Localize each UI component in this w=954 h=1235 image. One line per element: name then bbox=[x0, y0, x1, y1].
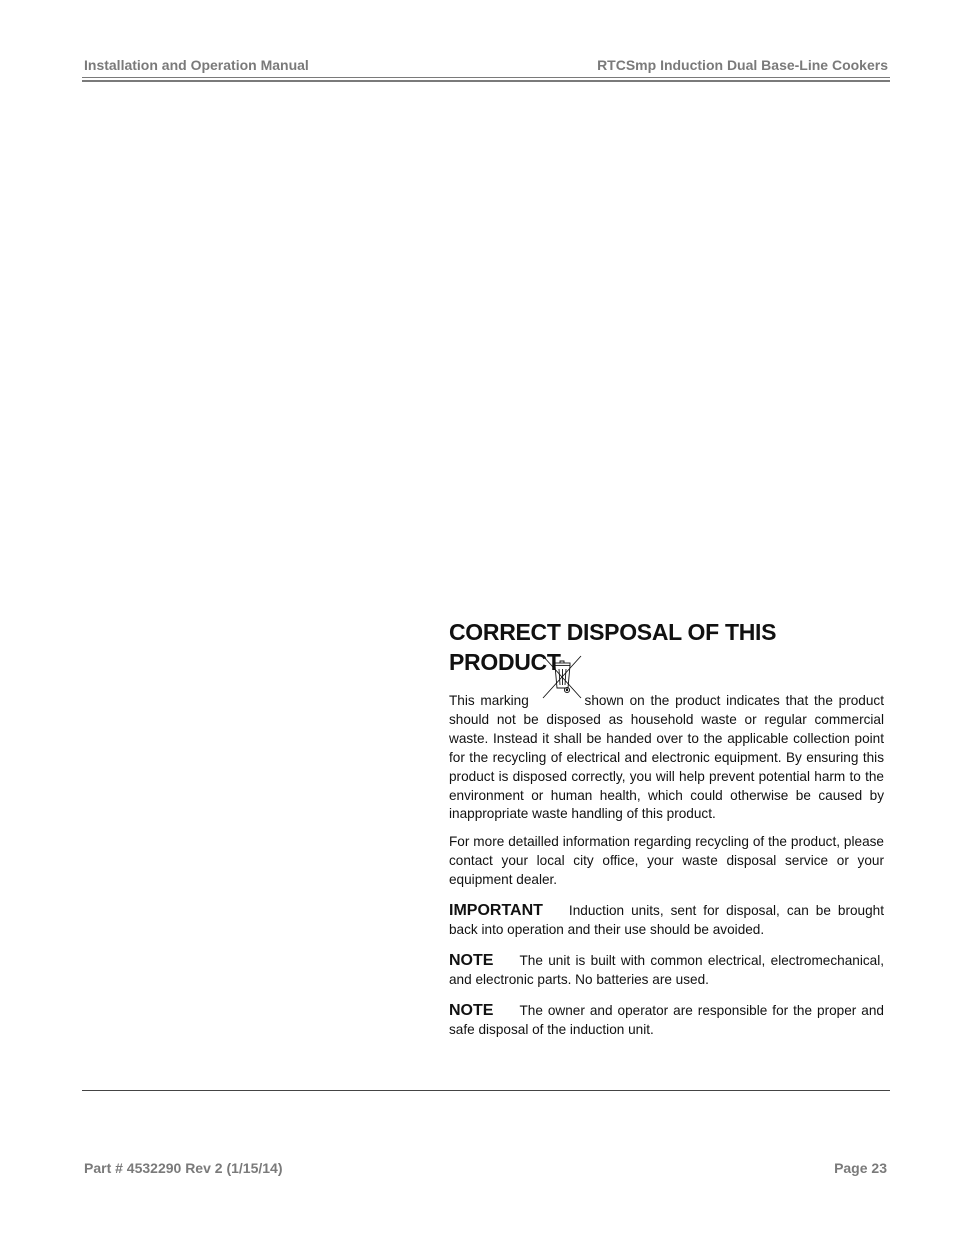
intro-text-after-icon: shown on the product indicates that the product should not be disposed as household waste or regular commercial waste. Instead it shall be handed over to the applicable collection point for the recycling of electrical and electronic equipment. By ensuring this product is disposed correctly, you will help prevent potential harm to the environment or human health, which could otherwise be caused by inappropriate waste handling of this product. bbox=[449, 693, 884, 822]
intro-text-before-icon: This marking bbox=[449, 693, 529, 708]
section-title: CORRECT DISPOSAL OF THIS PRODUCT bbox=[449, 619, 777, 675]
footer-divider bbox=[82, 1090, 890, 1091]
note-label: NOTE bbox=[449, 951, 494, 969]
footer-page-number: Page 23 bbox=[834, 1160, 887, 1176]
important-note bbox=[449, 902, 884, 940]
note-parts bbox=[449, 952, 884, 990]
important-text: Induction units, sent for disposal, can be brought back into operation and their use should be avoided. bbox=[449, 903, 884, 937]
header-divider-thick bbox=[82, 80, 890, 82]
header-manual-title: Installation and Operation Manual bbox=[84, 57, 309, 73]
more-info-paragraph: For more detailled information regarding recycling of the product, please contact your local city office, your waste disposal service or your equipment dealer. bbox=[449, 834, 884, 888]
header-product-name: RTCSmp Induction Dual Base-Line Cookers bbox=[597, 57, 888, 73]
crossed-out-wheelie-bin-icon bbox=[541, 654, 583, 700]
weee-icon-slot bbox=[535, 687, 585, 705]
page-header bbox=[84, 57, 888, 77]
disposal-intro-paragraph bbox=[449, 687, 884, 824]
note-responsibility bbox=[449, 1002, 884, 1040]
important-label: IMPORTANT bbox=[449, 902, 543, 920]
header-divider-thin bbox=[82, 77, 890, 78]
disposal-section bbox=[449, 617, 884, 1040]
note-text: The unit is built with common electrical, electromechanical, and electronic parts. No batteries are used. bbox=[449, 952, 884, 987]
note-text: The owner and operator are responsible for the proper and safe disposal of the induction unit. bbox=[449, 1002, 884, 1037]
note-label: NOTE bbox=[449, 1001, 494, 1019]
footer-part-number: Part # 4532290 Rev 2 (1/15/14) bbox=[84, 1160, 283, 1176]
